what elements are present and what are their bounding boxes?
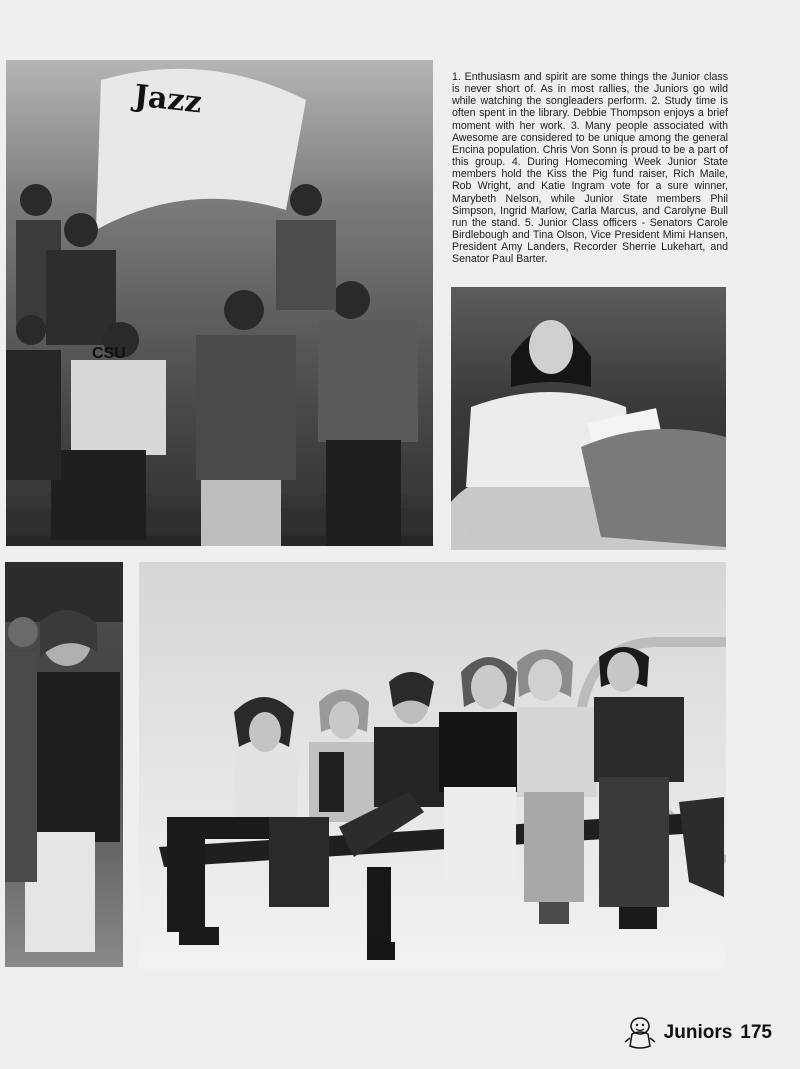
library-scene: [451, 287, 726, 550]
photo-rally: [6, 60, 433, 546]
photo-number: 2: [463, 522, 469, 534]
caption-text: 1. Enthusiasm and spirit are some things the Junior class is never short of. As in most rallies, the Juniors go wild while watching the songleaders perform. 2. Study time is often spent in the library. Debbie Thompson enjoys a brief moment with her work. 3. Many people associated with Awesome are considered to be unique among the general Encina population. Chris Von Sonn is proud to be a part of this group. 4. During Homecoming Week Junior State members hold the Kiss the Pig fund raiser, Rich Maile, Rob Wright, and Katie Ingram vote for a sure winner, Marybeth Nelson, while Junior State members Phil Simpson, Ingrid Marlow, Carla Marcus, and Carolyne Bull run the stand. 5. Junior Class officers - Senators Carole Birdlebough and Tina Olson, Vice President Mimi Hansen, President Amy Landers, Recorder Sherrie Lukehart, and Senator Paul Barter.: [452, 71, 728, 266]
rally-scene: [6, 60, 433, 546]
page-footer: [624, 1014, 772, 1052]
photo-awesome: [5, 562, 123, 967]
photo-officers: [139, 562, 726, 969]
officer-6: [594, 647, 684, 907]
section-label: Juniors: [663, 1022, 733, 1043]
mascot-icon: [624, 1014, 656, 1052]
shirt-text: CSU: [92, 345, 126, 362]
photo-library: [451, 287, 726, 550]
officers-scene: [139, 562, 726, 969]
officer-4: [439, 657, 529, 887]
awesome-scene: [5, 562, 123, 967]
banner-text: Jazz: [132, 78, 204, 121]
page-number: 175: [740, 1022, 772, 1043]
